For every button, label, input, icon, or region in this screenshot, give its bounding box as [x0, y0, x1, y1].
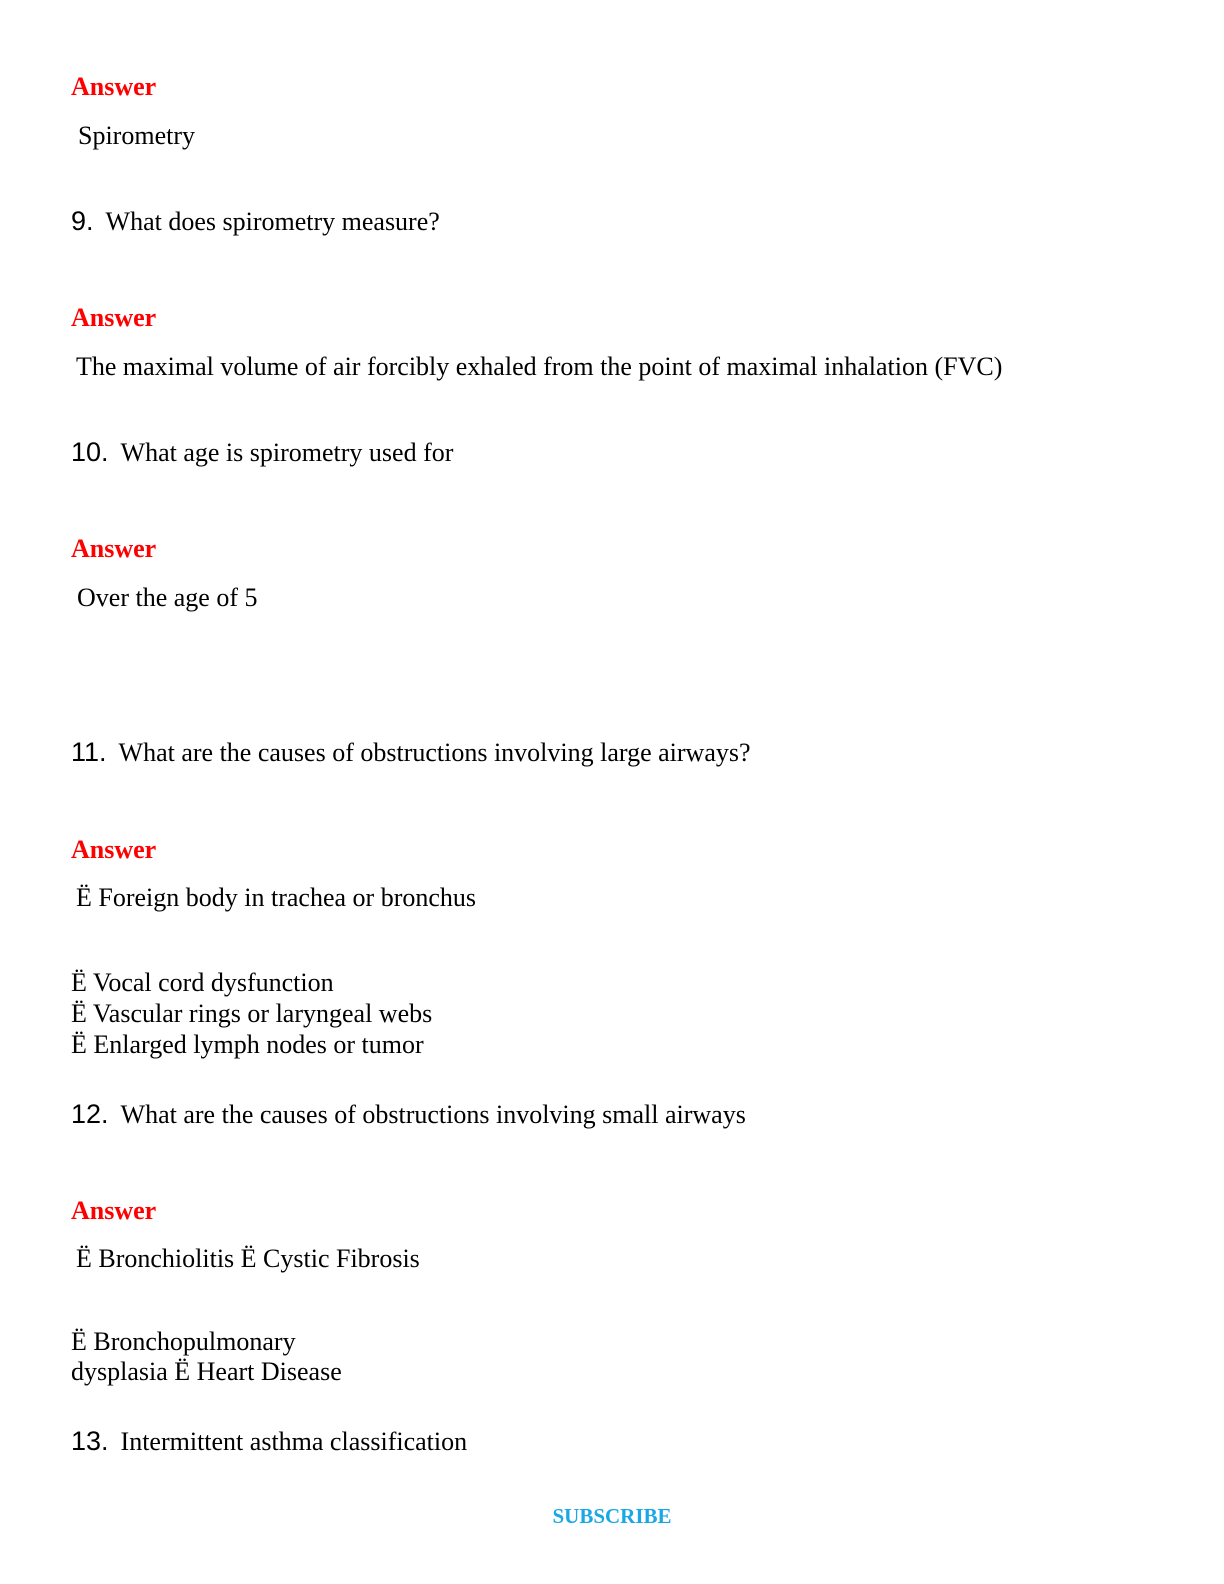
question-text: What are the causes of obstructions involving small airways [120, 1100, 746, 1129]
question-12 [71, 1099, 746, 1130]
answer-label: Answer [71, 835, 157, 864]
answer-text: Ë Vascular rings or laryngeal webs [71, 999, 433, 1028]
question-11 [71, 737, 751, 768]
question-number: 13. [71, 1426, 109, 1456]
question-10 [71, 437, 453, 468]
question-text: What does spirometry measure? [105, 207, 440, 236]
question-13 [71, 1426, 467, 1457]
question-text: Intermittent asthma classification [120, 1427, 468, 1456]
answer-text: Ë Enlarged lymph nodes or tumor [71, 1030, 424, 1059]
answer-label: Answer [71, 303, 157, 332]
answer-label: Answer [71, 1196, 157, 1225]
answer-text: Ë Vocal cord dysfunction [71, 968, 334, 997]
question-number: 10. [71, 437, 109, 467]
answer-text: Over the age of 5 [77, 583, 258, 612]
answer-text: Ë Foreign body in trachea or bronchus [76, 883, 477, 912]
question-number: 11. [71, 737, 107, 767]
answer-text: Ë Bronchiolitis Ë Cystic Fibrosis [76, 1244, 420, 1273]
answer-text: Spirometry [78, 121, 195, 150]
answer-text: The maximal volume of air forcibly exhaled from the point of maximal inhalation (FVC) [76, 352, 1003, 381]
answer-label: Answer [71, 72, 157, 101]
answer-text: dysplasia Ë Heart Disease [71, 1357, 342, 1386]
answer-label: Answer [71, 534, 157, 563]
question-number: 12. [71, 1099, 109, 1129]
question-number: 9. [71, 206, 94, 236]
question-9 [71, 206, 440, 237]
question-text: What age is spirometry used for [120, 438, 454, 467]
answer-text: Ë Bronchopulmonary [71, 1327, 296, 1356]
question-text: What are the causes of obstructions involving large airways? [118, 738, 751, 767]
subscribe-link[interactable]: SUBSCRIBE [552, 1504, 672, 1528]
